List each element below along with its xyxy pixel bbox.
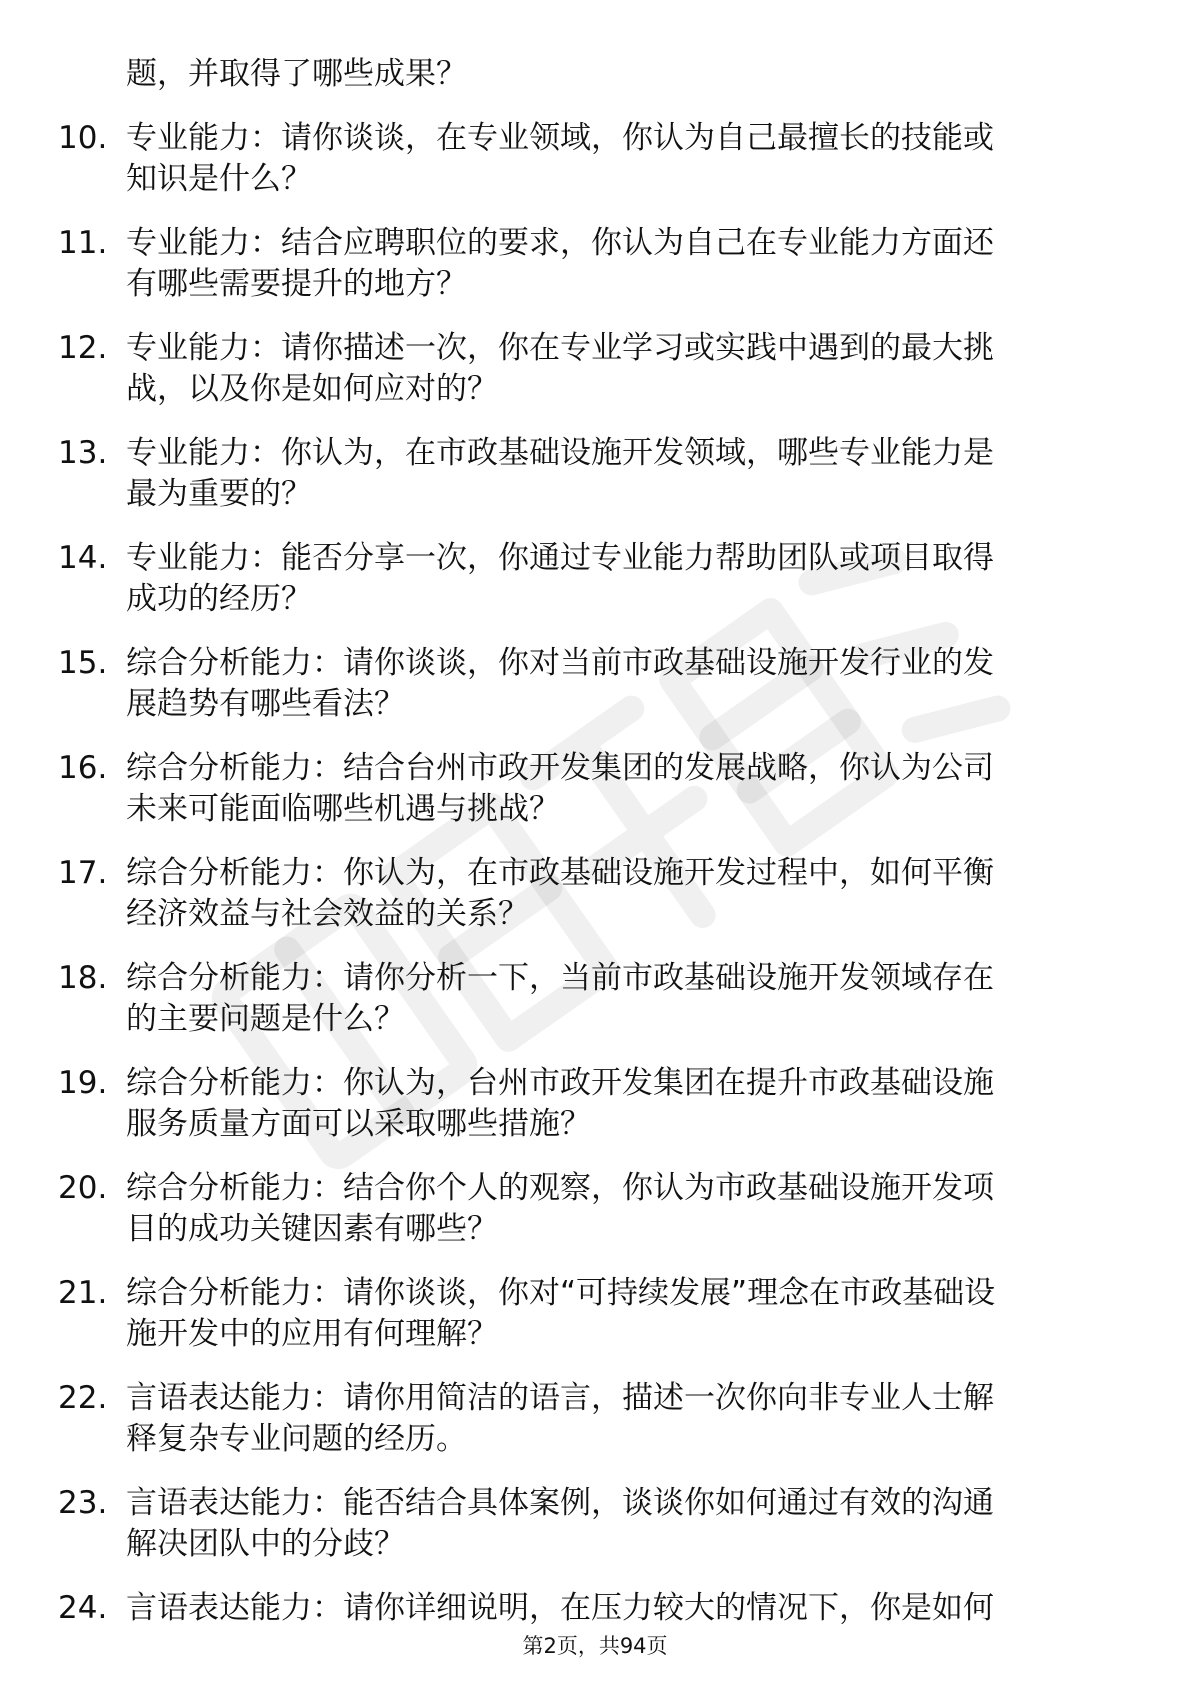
question-text: 战，以及你是如何应对的？ [126, 371, 498, 407]
list-item [58, 223, 1128, 305]
question-number: 21. [58, 1275, 108, 1311]
question-number: 17. [58, 855, 108, 891]
question-text: 综合分析能力：你认为，在市政基础设施开发过程中，如何平衡 [126, 855, 994, 891]
list-item [58, 538, 1128, 620]
question-line [58, 1524, 1128, 1565]
question-text: 言语表达能力：请你详细说明，在压力较大的情况下，你是如何 [126, 1590, 994, 1626]
question-number: 18. [58, 960, 108, 996]
question-line [58, 1168, 1128, 1209]
question-text: 经济效益与社会效益的关系？ [126, 896, 529, 932]
question-line [58, 643, 1128, 684]
question-line [58, 223, 1128, 264]
question-text: 言语表达能力：能否结合具体案例，谈谈你如何通过有效的沟通 [126, 1485, 994, 1521]
question-list [58, 54, 1128, 1629]
question-line [58, 1378, 1128, 1419]
question-line [58, 748, 1128, 789]
question-text: 最为重要的？ [126, 476, 312, 512]
question-number: 23. [58, 1485, 108, 1521]
question-text: 知识是什么？ [126, 161, 312, 197]
question-line [58, 1483, 1128, 1524]
question-text: 综合分析能力：请你谈谈，你对“可持续发展”理念在市政基础设 [126, 1275, 996, 1311]
question-text: 未来可能面临哪些机遇与挑战？ [126, 791, 560, 827]
list-item [58, 748, 1128, 830]
question-line [58, 1419, 1128, 1460]
question-number: 10. [58, 120, 108, 156]
question-text: 专业能力：请你谈谈，在专业领域，你认为自己最擅长的技能或 [126, 120, 994, 156]
continuation-text: 题，并取得了哪些成果？ [126, 56, 467, 92]
question-text: 目的成功关键因素有哪些？ [126, 1211, 498, 1247]
page-footer: 第2页，共94页 [522, 1634, 668, 1658]
question-text: 释复杂专业问题的经历。 [126, 1421, 467, 1457]
question-line [58, 118, 1128, 159]
question-text: 服务质量方面可以采取哪些措施？ [126, 1106, 591, 1142]
question-number: 13. [58, 435, 108, 471]
question-number: 20. [58, 1170, 108, 1206]
list-item [58, 1588, 1128, 1629]
list-item [58, 1063, 1128, 1145]
question-line [58, 1314, 1128, 1355]
question-line [58, 159, 1128, 200]
question-line [58, 999, 1128, 1040]
question-line [58, 369, 1128, 410]
question-number: 24. [58, 1590, 108, 1626]
list-item [58, 643, 1128, 725]
question-line [58, 789, 1128, 830]
question-text: 成功的经历？ [126, 581, 312, 617]
question-text: 专业能力：结合应聘职位的要求，你认为自己在专业能力方面还 [126, 225, 994, 261]
question-number: 15. [58, 645, 108, 681]
question-text: 有哪些需要提升的地方？ [126, 266, 467, 302]
list-item [58, 328, 1128, 410]
question-text: 综合分析能力：结合你个人的观察，你认为市政基础设施开发项 [126, 1170, 994, 1206]
question-text: 专业能力：你认为，在市政基础设施开发领域，哪些专业能力是 [126, 435, 994, 471]
question-line [58, 264, 1128, 305]
question-line [58, 538, 1128, 579]
question-line [58, 328, 1128, 369]
question-text: 专业能力：请你描述一次，你在专业学习或实践中遇到的最大挑 [126, 330, 994, 366]
question-line [58, 958, 1128, 999]
list-item [58, 1168, 1128, 1250]
question-text: 专业能力：能否分享一次，你通过专业能力帮助团队或项目取得 [126, 540, 994, 576]
question-line [58, 1209, 1128, 1250]
list-item [58, 1273, 1128, 1355]
question-text: 施开发中的应用有何理解？ [126, 1316, 498, 1352]
question-text: 的主要问题是什么？ [126, 1001, 405, 1037]
question-line [58, 1104, 1128, 1145]
question-line [58, 433, 1128, 474]
question-line [58, 684, 1128, 725]
question-text: 综合分析能力：请你谈谈，你对当前市政基础设施开发行业的发 [126, 645, 994, 681]
list-item [58, 1483, 1128, 1565]
question-number: 22. [58, 1380, 108, 1416]
question-text: 解决团队中的分歧？ [126, 1526, 405, 1562]
question-line [58, 1063, 1128, 1104]
question-line [58, 474, 1128, 515]
question-number: 16. [58, 750, 108, 786]
question-line [58, 853, 1128, 894]
question-number: 11. [58, 225, 108, 261]
list-item [58, 958, 1128, 1040]
question-number: 14. [58, 540, 108, 576]
question-text: 综合分析能力：结合台州市政开发集团的发展战略，你认为公司 [126, 750, 994, 786]
question-line [58, 579, 1128, 620]
question-number: 19. [58, 1065, 108, 1101]
question-text: 言语表达能力：请你用简洁的语言，描述一次你向非专业人士解 [126, 1380, 994, 1416]
question-number: 12. [58, 330, 108, 366]
question-line [58, 1588, 1128, 1629]
list-item [58, 1378, 1128, 1460]
question-line [58, 1273, 1128, 1314]
list-item [58, 433, 1128, 515]
question-text: 综合分析能力：你认为，台州市政开发集团在提升市政基础设施 [126, 1065, 994, 1101]
list-item-continuation [58, 54, 1128, 95]
question-text: 综合分析能力：请你分析一下，当前市政基础设施开发领域存在 [126, 960, 994, 996]
question-line [58, 894, 1128, 935]
question-text: 展趋势有哪些看法？ [126, 686, 405, 722]
list-item [58, 118, 1128, 200]
list-item [58, 853, 1128, 935]
